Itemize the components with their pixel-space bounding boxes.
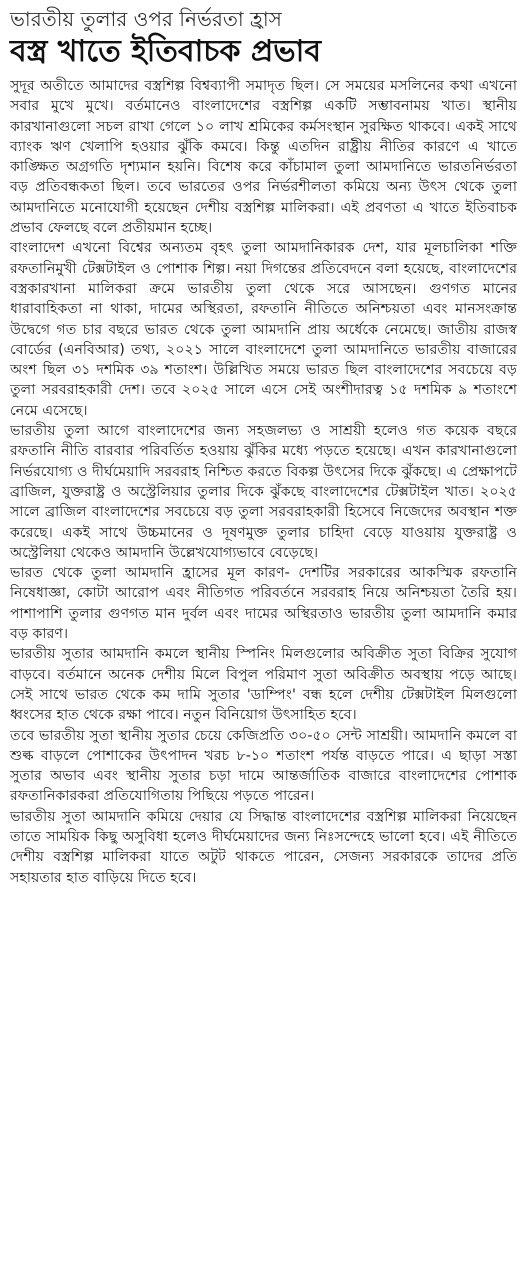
article-paragraph-1: সুদূর অতীতে আমাদের বস্ত্রশিল্প বিশ্বব্যাপী সমাদৃত ছিল। সে সময়ের মসলিনের কথা এখনো সবার মুখে মুখে। বর্তমানেও বাংলাদেশের বস্ত্রশিল্প একটি সম্ভাবনাময় খাত। স্থানীয় কারখানাগুলো সচল রাখা গেলে ১০ লাখ শ্রমিকের কর্মসংস্থান সুরক্ষিত থাকবে। একই সাথে ব্যাংক ঋণ খেলাপি হওয়ার ঝুঁকি কমবে। কিন্তু এতদিন রাষ্ট্রীয় নীতির কারণে এ খাতে কাঙ্ক্ষিত অগ্রগতি দৃশ্যমান হয়নি। বিশেষ করে কাঁচামাল তুলা আমদানিতে ভারতনির্ভরতা বড় প্রতিবন্ধকতা ছিল। তবে ভারতের ওপর নির্ভরশীলতা কমিয়ে অন্য উৎস থেকে তুলা আমদানিতে মনোযোগী হয়েছেন দেশীয় বস্ত্রশিল্প মালিকরা। এই প্রবণতা এ খাতে ইতিবাচক প্রভাব ফেলছে বলে প্রতীয়মান হচ্ছে। [10,78,517,237]
article-paragraph-4: ভারত থেকে তুলা আমদানি হ্রাসের মূল কারণ- দেশটির সরকারের আকস্মিক রফতানি নিষেধাজ্ঞা, কোটা আরোপ এবং নীতিগত পরিবর্তনে সরবরাহ নিয়ে অনিশ্চয়তা তৈরি হয়। পাশাপাশি তুলার গুণগত মান দুর্বল এবং দামের অস্থিরতাও ভারতীয় তুলা আমদানি কমার বড় কারণ। [10,565,517,643]
article-paragraph-3: ভারতীয় তুলা আগে বাংলাদেশের জন্য সহজলভ্য ও সাশ্রয়ী হলেও গত কয়েক বছরে রফতানি নীতি বারবার পরিবর্তিত হওয়ায় ঝুঁকির মধ্যে পড়তে হয়েছে। এখন কারখানাগুলো নির্ভরযোগ্য ও দীর্ঘমেয়াদি সরবরাহ নিশ্চিত করতে বিকল্প উৎসের দিকে ঝুঁকছে। এ প্রেক্ষাপটে ব্রাজিল, যুক্তরাষ্ট্র ও অস্ট্রেলিয়ার তুলার দিকে ঝুঁকছে বাংলাদেশের টেক্সটাইল খাত। ২০২৫ সালে ব্রাজিল বাংলাদেশের সবচেয়ে বড় তুলা সরবরাহকারী হিসেবে নিজেদের অবস্থান শক্ত করেছে। একই সাথে উচ্চমানের ও দূষণমুক্ত তুলার চাহিদা বেড়ে যাওয়ায় যুক্তরাষ্ট্র ও অস্ট্রেলিয়া থেকেও আমদানি উল্লেখযোগ্যভাবে বেড়েছে। [10,423,517,561]
article-body [10,76,517,888]
article-kicker: ভারতীয় তুলার ওপর নির্ভরতা হ্রাস [10,7,282,31]
article-paragraph-5: ভারতীয় সুতার আমদানি কমলে স্থানীয় স্পিনিং মিলগুলোর অবিক্রীত সুতা বিক্রির সুযোগ বাড়বে। বর্তমানে অনেক দেশীয় মিলে বিপুল পরিমাণ সুতা অবিক্রীত অবস্থায় পড়ে আছে। সেই সাথে ভারত থেকে কম দামি সুতার 'ডাম্পিং' বন্ধ হলে দেশীয় টেক্সটাইল মিলগুলো ধ্বংসের হাত থেকে রক্ষা পাবে। নতুন বিনিয়োগ উৎসাহিত হবে। [10,646,517,724]
article-paragraph-7: ভারতীয় সুতা আমদানি কমিয়ে দেয়ার যে সিদ্ধান্ত বাংলাদেশের বস্ত্রশিল্প মালিকরা নিয়েছেন তাতে সাময়িক কিছু অসুবিধা হলেও দীর্ঘমেয়াদের জন্য নিঃসন্দেহে ভালো হবে। এই নীতিতে দেশীয় বস্ত্রশিল্প মালিকরা যাতে অটুট থাকতে পারেন, সেজন্য সরকারকে তাদের প্রতি সহায়তার হাত বাড়িয়ে দিতে হবে। [10,808,517,886]
article-headline: বস্ত্র খাতে ইতিবাচক প্রভাব [10,34,322,69]
article-paragraph-6: তবে ভারতীয় সুতা স্থানীয় সুতার চেয়ে কেজিপ্রতি ৩০-৫০ সেন্ট সাশ্রয়ী। আমদানি কমলে বা শুল্ক বাড়লে পোশাকের উৎপাদন খরচ ৮-১০ শতাংশ পর্যন্ত বাড়তে পারে। এ ছাড়া সস্তা সুতার অভাব এবং স্থানীয় সুতার চড়া দামে আন্তর্জাতিক বাজারে বাংলাদেশের পোশাক রফতানিকারকরা প্রতিযোগিতায় পিছিয়ে পড়তে পারেন। [10,727,517,805]
article-paragraph-2: বাংলাদেশ এখনো বিশ্বের অন্যতম বৃহৎ তুলা আমদানিকারক দেশ, যার মূলচালিকা শক্তি রফতানিমুখী টেক্সটাইল ও পোশাক শিল্প। নয়া দিগন্তের প্রতিবেদনে বলা হয়েছে, বাংলাদেশের বস্ত্রকারখানা মালিকরা ক্রমে ভারতীয় তুলা থেকে সরে আসছেন। গুণগত মানের ধারাবাহিকতা না থাকা, দামের অস্থিরতা, রফতানি নীতিতে অনিশ্চয়তা এবং মানসংক্রান্ত উদ্বেগে গত চার বছরে ভারত থেকে তুলা আমদানি প্রায় অর্ধেকে নেমেছে। জাতীয় রাজস্ব বোর্ডের (এনবিআর) তথ্য, ২০২১ সালে বাংলাদেশে তুলা আমদানিতে ভারতীয় বাজারের অংশ ছিল ৩১ দশমিক ৩৯ শতাংশ। উল্লিখিত সময়ে ভারত ছিল বাংলাদেশের সবচেয়ে বড় তুলা সরবরাহকারী দেশ। তবে ২০২৫ সালে এসে সেই অংশীদারত্ব ১৫ দশমিক ৯ শতাংশে নেমে এসেছে। [10,240,517,419]
